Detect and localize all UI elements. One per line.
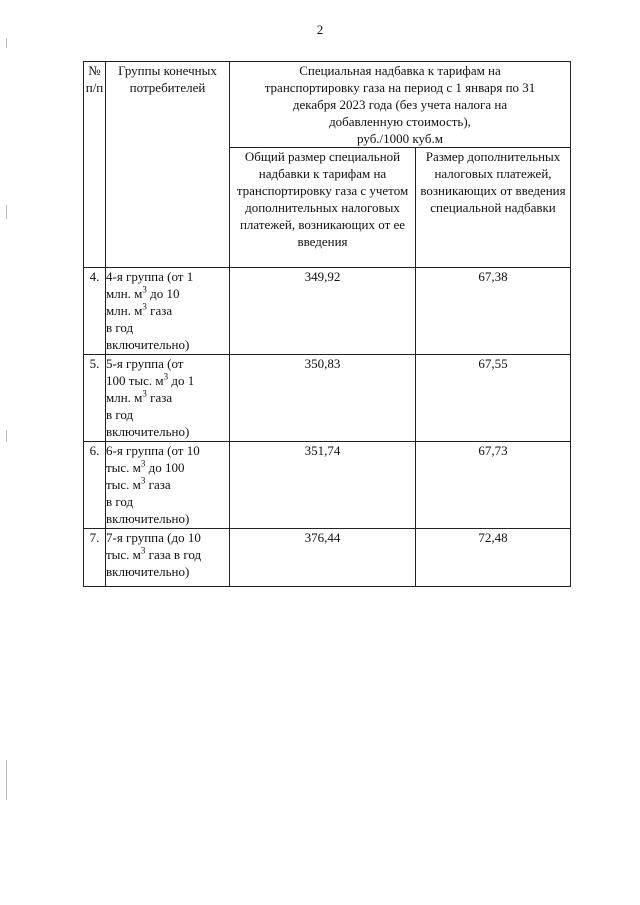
group-text: газа bbox=[146, 390, 173, 405]
total-surcharge-value: 376,44 bbox=[230, 529, 416, 587]
scan-edge-mark bbox=[6, 760, 7, 800]
group-text: до 1 bbox=[168, 373, 195, 388]
row-group bbox=[106, 529, 230, 587]
group-text: млн. м bbox=[106, 390, 143, 405]
group-line bbox=[106, 546, 229, 563]
group-line: 7-я группа (до 10 bbox=[106, 530, 201, 545]
group-text: млн. м bbox=[106, 286, 143, 301]
total-surcharge-value: 349,92 bbox=[230, 268, 416, 355]
group-line: в год bbox=[106, 407, 134, 422]
header-main bbox=[230, 62, 571, 148]
header-extra-tax: Размер дополнительных налоговых платежей, возникающих от введения специальной надбавки bbox=[416, 148, 571, 268]
group-text: 100 тыс. м bbox=[106, 373, 164, 388]
group-line: включительно) bbox=[106, 511, 190, 526]
group-text: до 10 bbox=[146, 286, 180, 301]
header-group: Группы конечных потребителей bbox=[106, 62, 230, 268]
header-main-line: руб./1000 куб.м bbox=[357, 131, 443, 146]
table-row bbox=[84, 529, 571, 587]
group-line: 4-я группа (от 1 bbox=[106, 269, 194, 284]
group-line bbox=[106, 389, 229, 406]
group-line bbox=[106, 372, 229, 389]
header-num: № п/п bbox=[84, 62, 106, 268]
group-line bbox=[106, 476, 229, 493]
row-number: 4. bbox=[84, 268, 106, 355]
superscript: 3 bbox=[140, 475, 146, 486]
group-text: тыс. м bbox=[106, 547, 141, 562]
group-line: в год bbox=[106, 320, 134, 335]
header-total-surcharge: Общий размер специальной надбавки к тарифам на транспортировку газа с учетом дополнительных налоговых платежей, возникающих от ее введения bbox=[230, 148, 416, 268]
group-text: газа bbox=[145, 477, 171, 492]
superscript: 3 bbox=[142, 284, 147, 295]
group-text: до 100 bbox=[145, 460, 185, 475]
table-row bbox=[84, 355, 571, 442]
superscript: 3 bbox=[140, 545, 146, 556]
extra-tax-value: 67,55 bbox=[416, 355, 571, 442]
group-line: включительно) bbox=[106, 564, 190, 579]
row-number: 6. bbox=[84, 442, 106, 529]
group-line: включительно) bbox=[106, 424, 190, 439]
group-line: 5-я группа (от bbox=[106, 356, 184, 371]
page-number: 2 bbox=[316, 22, 324, 37]
group-text: тыс. м bbox=[106, 460, 141, 475]
group-line: включительно) bbox=[106, 337, 190, 352]
header-main-line: транспортировку газа на период с 1 января по 31 bbox=[264, 80, 536, 95]
extra-tax-value: 67,38 bbox=[416, 268, 571, 355]
header-main-line: декабря 2023 года (без учета налога на bbox=[292, 97, 508, 112]
table-row bbox=[84, 442, 571, 529]
total-surcharge-value: 351,74 bbox=[230, 442, 416, 529]
tariff-table bbox=[83, 61, 571, 587]
extra-tax-value: 67,73 bbox=[416, 442, 571, 529]
scan-edge-mark bbox=[6, 430, 7, 442]
scan-edge-mark bbox=[6, 38, 7, 48]
group-line bbox=[106, 459, 229, 476]
extra-tax-value: 72,48 bbox=[416, 529, 571, 587]
group-line: в год bbox=[106, 494, 134, 509]
superscript: 3 bbox=[163, 371, 169, 382]
scan-edge-mark bbox=[6, 205, 7, 219]
group-text: газа bbox=[146, 303, 173, 318]
total-surcharge-value: 350,83 bbox=[230, 355, 416, 442]
superscript: 3 bbox=[142, 301, 147, 312]
group-text: млн. м bbox=[106, 303, 143, 318]
group-text: газа в год bbox=[145, 547, 202, 562]
group-line bbox=[106, 302, 229, 319]
superscript: 3 bbox=[140, 458, 146, 469]
group-line bbox=[106, 285, 229, 302]
row-group bbox=[106, 268, 230, 355]
header-main-line: Специальная надбавка к тарифам на bbox=[299, 63, 501, 78]
row-number: 5. bbox=[84, 355, 106, 442]
group-text: тыс. м bbox=[106, 477, 141, 492]
row-group bbox=[106, 442, 230, 529]
row-group bbox=[106, 355, 230, 442]
superscript: 3 bbox=[142, 388, 147, 399]
header-main-line: добавленную стоимость), bbox=[329, 114, 471, 129]
row-number: 7. bbox=[84, 529, 106, 587]
group-line: 6-я группа (от 10 bbox=[106, 443, 200, 458]
table-row bbox=[84, 268, 571, 355]
